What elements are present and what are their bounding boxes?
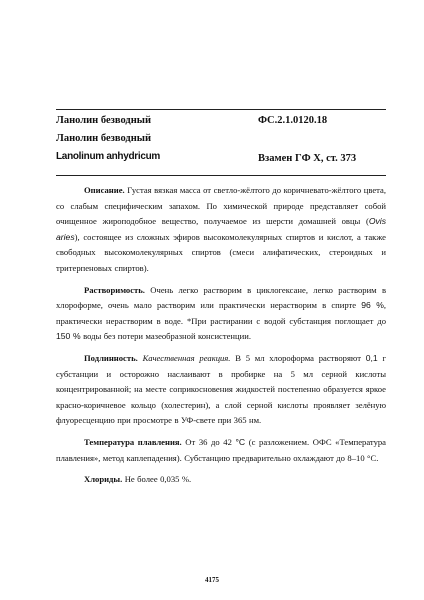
chlorides-heading: Хлориды. xyxy=(84,474,123,485)
identity-paragraph xyxy=(56,351,386,429)
monograph-title-russian: Ланолин безводный xyxy=(56,115,151,126)
header-bottom-rule xyxy=(56,175,386,176)
solubility-text-1: Очень легко растворим в циклогексане, легко растворим в хлороформе, очень мало растворим или практически нерастворим в спирте xyxy=(56,284,386,311)
melting-unit: °С xyxy=(235,436,246,447)
solubility-percent-1: 96 % xyxy=(361,300,384,311)
melting-text-1: От 36 до 42 xyxy=(181,436,236,447)
description-text-1: Густая вязкая масса от светло-жёлтого до коричневато-жёлтого цвета, со слабым специфическим запахом. По химической природе представляет собой очищенное жироподобное вещество, получаемое из шерсти домашней овцы ( xyxy=(56,185,386,227)
page-number: 4175 xyxy=(205,576,219,584)
monograph-title-russian-2: Ланолин безводный xyxy=(56,133,151,144)
identity-heading: Подлинность. xyxy=(84,352,138,363)
description-paragraph xyxy=(56,183,386,277)
monograph-body xyxy=(56,183,386,494)
melting-paragraph xyxy=(56,435,386,466)
monograph-title-latin: Lanolinum anhydricum xyxy=(56,151,161,162)
solubility-percent-2: 150 % xyxy=(56,331,81,342)
description-heading: Описание. xyxy=(84,185,125,195)
identity-text-2: г субстанции и осторожно наслаивают в пробирке на 5 мл серной кислоты концентрированной; на месте соприкосновения жидкостей постепенно образуется яркое красно-коричневое кольцо (холестерин), а слой серной кислоты проявляет зелёную флуоресценцию при просмотре в УФ-свете при 365 нм. xyxy=(56,352,387,426)
solubility-text-3: воды без потери мазеобразной консистенции. xyxy=(80,331,251,342)
species-name: Ovis aries xyxy=(56,216,386,242)
identity-amount: 0,1 xyxy=(365,352,378,363)
chlorides-text: Не более 0,035 %. xyxy=(122,474,192,485)
identity-text-1: В 5 мл хлороформа растворяют xyxy=(230,352,366,363)
solubility-heading: Растворимость. xyxy=(84,284,145,295)
description-text-2: ), состоящее из сложных эфиров высокомолекулярных спиртов и кислот, а также свободных высокомолекулярных спиртов (смеси алифатических, стероидных и тритерпеновых спиртов). xyxy=(56,231,386,273)
melting-text-2: (с разложением. ОФС «Температура плавления», метод каплепадения). Субстанцию предварительно охлаждают до 8–10 °С. xyxy=(56,436,386,463)
chlorides-paragraph xyxy=(56,472,386,488)
identity-subheading: Качественная реакция. xyxy=(142,352,231,363)
melting-heading: Температура плавления. xyxy=(84,436,182,447)
header-top-rule xyxy=(56,109,386,110)
replaces-reference: Взамен ГФ X, ст. 373 xyxy=(258,153,357,164)
solubility-paragraph xyxy=(56,283,386,345)
monograph-code: ФС.2.1.0120.18 xyxy=(258,115,328,126)
solubility-text-2: , практически нерастворим в воде. *При растирании с водой субстанция поглощает до xyxy=(56,300,386,326)
